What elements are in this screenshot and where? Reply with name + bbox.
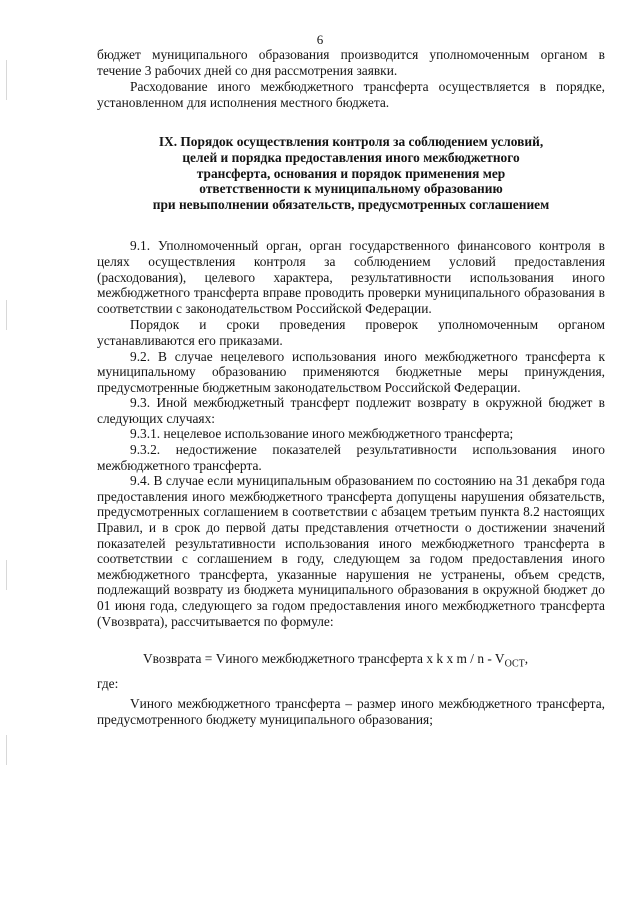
heading-line: целей и порядка предоставления иного межбюджетного [182,149,520,165]
scan-margin-mark [6,60,7,100]
formula-main: Vвозврата = Vиного межбюджетного трансферта x k x m / n - V [143,651,505,667]
paragraph-9-3-2: 9.3.2. недостижение показателей результативности использования иного межбюджетного трансферта. [97,442,605,473]
paragraph-9-3: 9.3. Иной межбюджетный трансферт подлежит возврату в окружной бюджет в следующих случаях: [97,395,605,426]
document-body [97,47,605,727]
page-number: 6 [316,32,324,47]
paragraph-9-3-1: 9.3.1. нецелевое использование иного межбюджетного трансферта; [130,426,514,442]
formula-subscript: ОСТ [504,658,525,670]
scan-margin-mark [6,300,7,330]
heading-line: при невыполнении обязательств, предусмотренных соглашением [152,196,550,212]
paragraph-9-2: 9.2. В случае нецелевого использования иного межбюджетного трансферта к муниципальному образованию применяются бюджетные меры принуждения, предусмотренные бюджетным законодательством Российской Федерации. [97,348,605,395]
heading-line: трансферта, основания и порядок применения мер [196,165,506,181]
paragraph-9-4: 9.4. В случае если муниципальным образованием по состоянию на 31 декабря года предоставления иного межбюджетного трансферта допущены нарушения обязательств, предусмотренных соглашением в соответствии с абзацем третьим пункта 8.2 настоящих Правил, и в срок до первой даты представления отчетности о достижении значений показателей результативности использования иного межбюджетного трансферта в соответствии с соглашением в году, следующем за годом предоставления иного межбюджетного трансферта, указанные нарушения не устранены, объем средств, подлежащий возврату из бюджета муниципального образования в окружной бюджет до 01 июня года, следующего за годом предоставления иного межбюджетного трансферта (Vвозврата), рассчитывается по формуле: [97,473,605,629]
formula-tail: , [524,651,529,667]
paragraph-spending: Расходование иного межбюджетного трансферта осуществляется в порядке, установленном для исполнения местного бюджета. [97,79,605,110]
scan-margin-mark [6,560,7,590]
section-heading [97,134,605,212]
paragraph-checks-order: Порядок и сроки проведения проверок уполномоченным органом устанавливаются его приказами. [97,317,605,348]
paragraph-continuation: бюджет муниципального образования производится уполномоченным органом в течение 3 рабочих дней со дня рассмотрения заявки. [97,47,605,78]
scan-margin-mark [6,735,7,765]
return-formula [97,651,605,672]
heading-line: ответственности к муниципальному образованию [199,181,503,197]
paragraph-definition: Vиного межбюджетного трансферта – размер иного межбюджетного трансферта, предусмотренного бюджету муниципального образования; [97,696,605,727]
heading-line: IX. Порядок осуществления контроля за соблюдением условий, [158,134,544,150]
paragraph-9-1: 9.1. Уполномоченный орган, орган государственного финансового контроля в целях осуществления контроля за соблюдением условий предоставления (расходования), целевого характера, результативности использования иного межбюджетного трансферта вправе проводить проверки муниципального образования в соответствии с законодательством Российской Федерации. [97,238,605,316]
where-label: где: [97,676,119,692]
